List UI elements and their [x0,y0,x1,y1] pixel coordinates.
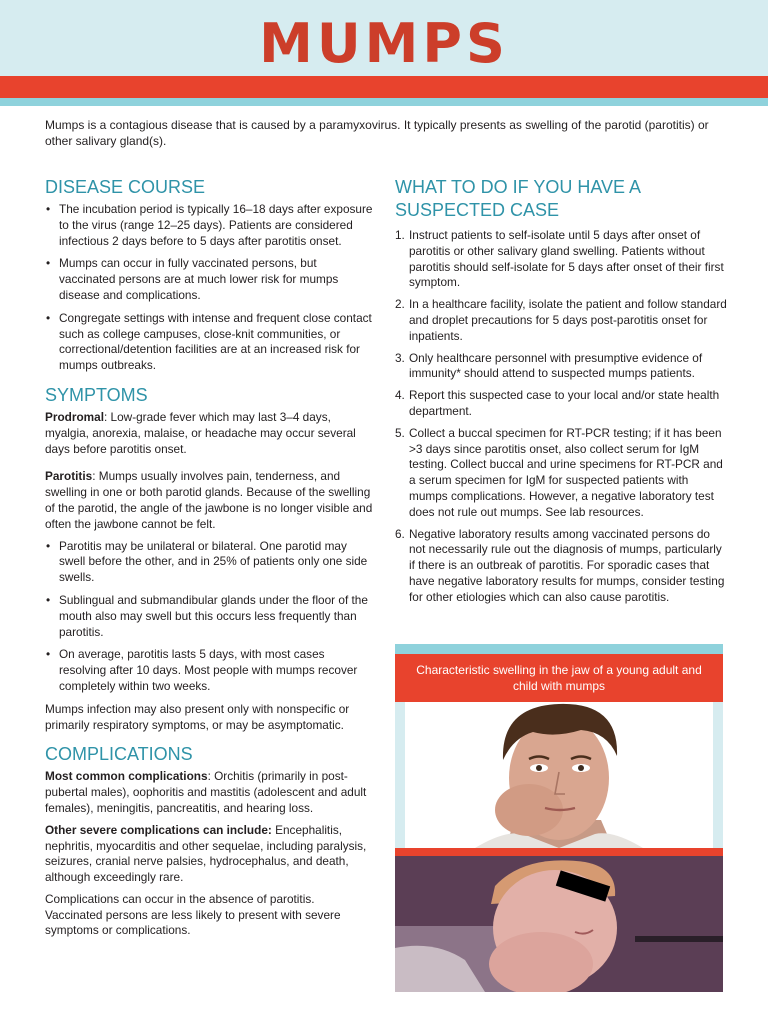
list-item: • Mumps can occur in fully vaccinated persons, but vaccinated persons are at much lower risk for mumps disease and complications. [45,256,373,303]
item-text: Collect a buccal specimen for RT-PCR testing; if it has been >3 days since parotitis onset, also collect serum for IgM testing. Collect buccal and urine specimens for RT-PCR and a serum specimen for IgM for suspected patients with mumps complications. However, a negative laboratory test does not rule out mumps. See lab resources. [409,425,723,519]
disease-course-list [45,202,373,374]
item-number: 4. [395,388,405,403]
item-number: 3. [395,350,405,365]
common-complications-paragraph [45,769,373,816]
severe-complications-paragraph [45,823,373,886]
item-number: 2. [395,297,405,312]
common-complications-text: : Orchitis (primarily in post-pubertal males), oophoritis and mastitis (adolescent and adult females), meningitis, pancreatitis, and hearing loss. [45,769,367,815]
list-item [395,228,727,291]
right-column [395,176,727,616]
severe-complications-text: Encephalitis, nephritis, myocarditis and other sequelae, including paralysis, seizures, cranial nerve palsies, hydrocephalus, and death, although exceedingly rare. [45,822,367,885]
symptoms-heading: SYMPTOMS [45,384,148,405]
child-photo [395,856,723,992]
left-column [45,176,373,949]
list-item: • Parotitis may be unilateral or bilateral. One parotid may swell before the other, and in 25% of patients only one side swells. [45,539,373,586]
common-complications-label: Most common complications [45,769,208,784]
complications-section [45,743,373,939]
parotitis-list [45,539,373,695]
item-number: 1. [395,228,405,242]
young-adult-photo [405,702,713,848]
list-item: • Congregate settings with intense and frequent close contact such as college campuses, close-knit communities, or correctional/detention facilities are at an increased risk for mumps outbreaks. [45,311,373,374]
list-item [395,388,727,420]
disease-course-heading: DISEASE COURSE [45,177,206,197]
item-number: 5. [395,425,405,440]
list-item [395,351,727,383]
what-to-do-heading: WHAT TO DO IF YOU HAVE A SUSPECTED CASE [395,177,641,220]
list-item: • The incubation period is typically 16–18 days after exposure to the virus (range 12–25 days). Patients are considered infectious 2 days before to 5 days after parotitis onset. [45,202,373,249]
complications-note: Complications can occur in the absence of parotitis. Vaccinated persons are less likely to present with severe symptoms or complications. [45,891,341,938]
prodromal-paragraph [45,410,373,457]
page-title: MUMPS [259,12,509,75]
what-to-do-list [395,228,727,606]
prodromal-label: Prodromal [45,409,104,424]
item-text: Report this suspected case to your local and/or state health department. [409,388,720,418]
list-item [395,426,727,521]
header-teal-bar [0,98,768,106]
list-item [395,297,727,344]
list-item: • Sublingual and submandibular glands under the floor of the mouth also may swell but this occurs less frequently than parotitis. [45,593,373,640]
item-text: In a healthcare facility, isolate the patient and follow standard and droplet precautions for 5 days post-parotitis onset for inpatients. [409,297,727,343]
photo-top-bar [395,644,723,654]
what-to-do-section [395,176,727,606]
parotitis-text: : Mumps usually involves pain, tenderness, and swelling in one or both parotid glands. Because of the swelling of the parotid, the angle of the jawbone is no longer visible and often the jawbone cannot be felt. [45,469,373,531]
disease-course-section [45,176,373,374]
list-item [395,527,727,606]
child-illustration [395,856,723,992]
severe-complications-label: Other severe complications can include: [45,822,272,837]
photo-panel [395,644,723,992]
prodromal-text: : Low-grade fever which may last 3–4 days, myalgia, anorexia, malaise, or headache may occur several days before parotitis onset. [45,409,356,456]
item-text: Instruct patients to self-isolate until 5 days after onset of parotitis or other salivary gland swelling. Patients without parotitis should self-isolate for 5 days after onset of their first symptom. [409,228,724,290]
item-number: 6. [395,526,405,541]
list-item: • On average, parotitis lasts 5 days, with most cases resolving after 10 days. Most people with mumps recover completely within two weeks. [45,647,373,694]
item-text: Negative laboratory results among vaccinated persons do not necessarily rule out the diagnosis of mumps, particularly if there is an outbreak of parotitis. For sporadic cases that have negative laboratory results for mumps, consider testing for other etiologies which can also cause parotitis. [409,526,725,604]
photo-caption: Characteristic swelling in the jaw of a young adult and child with mumps [395,654,723,702]
item-text: Only healthcare personnel with presumptive evidence of immunity* should attend to suspected mumps patients. [409,350,703,381]
parotitis-paragraph [45,469,373,532]
photo-frame-right [713,702,723,848]
young-adult-illustration [405,702,713,848]
symptoms-note: Mumps infection may also present only with nonspecific or primarily respiratory symptoms, or may be asymptomatic. [45,701,350,732]
header-red-bar [0,76,768,98]
photo-separator [395,848,723,856]
photo-frame-left [395,702,405,848]
complications-heading: COMPLICATIONS [45,744,193,765]
symptoms-section [45,384,373,733]
parotitis-label: Parotitis [45,469,93,484]
intro-paragraph: Mumps is a contagious disease that is caused by a paramyxovirus. It typically presents as swelling of the parotid (parotitis) or other salivary gland(s). [45,118,709,148]
